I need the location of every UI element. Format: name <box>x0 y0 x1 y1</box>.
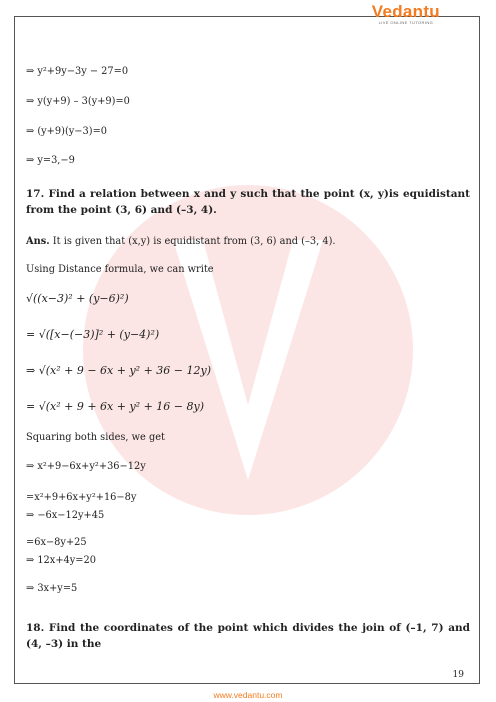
solution-line: ⇒ y²+9y−3y − 27=0 <box>26 66 129 77</box>
footer-website-link[interactable]: www.vedantu.com <box>213 690 283 700</box>
distance-formula-text: Using Distance formula, we can write <box>26 264 214 275</box>
solution-line: ⇒ y(y+9) – 3(y+9)=0 <box>26 96 130 107</box>
brand-name: Vedantu <box>371 2 440 21</box>
step-line: =6x−8y+25 <box>26 537 87 548</box>
answer-line <box>26 236 336 247</box>
answer-text: It is given that (x,y) is equidistant from (3, 6) and (–3, 4). <box>49 236 336 247</box>
step-line: ⇒ 12x+4y=20 <box>26 555 96 566</box>
equation-1: √((x−3)² + (y−6)²) <box>26 292 129 305</box>
equation-4: = √(x² + 9 + 6x + y² + 16 − 8y) <box>26 400 205 413</box>
answer-label: Ans. <box>26 236 50 247</box>
solution-line: ⇒ y=3,−9 <box>26 155 75 166</box>
brand-tagline: LIVE ONLINE TUTORING <box>378 20 434 25</box>
question-17: 17. Find a relation between x and y such that the point (x, y)is equidistant from the point (3, 6) and (–3, 4). <box>26 188 470 217</box>
solution-line: ⇒ (y+9)(y−3)=0 <box>26 126 108 137</box>
equation-3: ⇒ √(x² + 9 − 6x + y² + 36 − 12y) <box>26 364 212 377</box>
squaring-text: Squaring both sides, we get <box>26 432 165 443</box>
step-line: ⇒ 3x+y=5 <box>26 583 78 594</box>
question-18: 18. Find the coordinates of the point which divides the join of (–1, 7) and (4, –3) in the <box>26 622 470 651</box>
equation-2: = √([x−(−3)]² + (y−4)²) <box>26 328 160 341</box>
page-number: 19 <box>452 670 464 680</box>
step-line: ⇒ x²+9−6x+y²+36−12y <box>26 461 146 472</box>
step-line: =x²+9+6x+y²+16−8y <box>26 492 137 503</box>
step-line: ⇒ −6x−12y+45 <box>26 510 105 521</box>
brand-logo <box>372 2 440 25</box>
